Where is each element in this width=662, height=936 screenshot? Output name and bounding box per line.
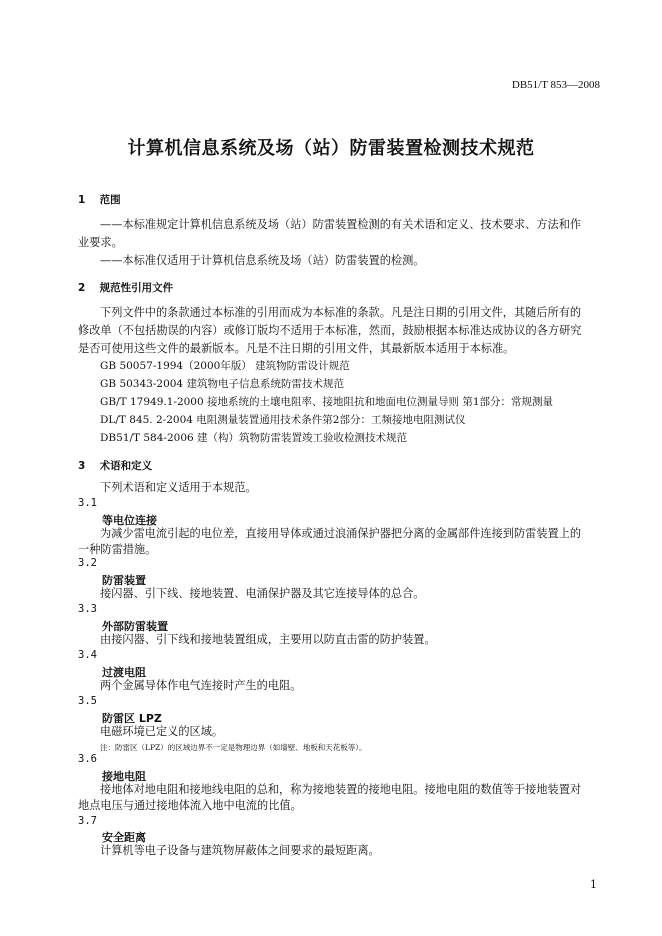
term-title: 接地电阻 [102, 770, 146, 783]
term-definition-cont: 地点电压与通过接地体流入地中电流的比值。 [78, 799, 302, 812]
term-definition: 计算机等电子设备与建筑物屏蔽体之间要求的最短距离。 [100, 844, 380, 857]
section-1-heading [78, 192, 121, 207]
clause-number: 3.6 [78, 753, 97, 765]
clause-number: 3.7 [78, 815, 97, 827]
scope-para-1-line-2: 业要求。 [78, 236, 123, 249]
section-3-number: 3 [78, 460, 86, 472]
section-2-heading [78, 280, 173, 295]
scope-para-2: ——本标准仅适用于计算机信息系统及场（站）防雷装置的检测。 [100, 254, 425, 267]
section-3-heading [78, 458, 152, 473]
term-title: 外部防雷装置 [102, 620, 168, 633]
clause-number: 3.1 [78, 497, 97, 509]
terms-intro: 下列术语和定义适用于本规范。 [100, 481, 257, 494]
reference-item: GB/T 17949.1-2000 接地系统的土壤电阻率、接地阻抗和地面电位测量导则 第1部分：常规测量 [100, 396, 554, 408]
term-title: 安全距离 [102, 831, 146, 844]
term-definition: 电磁环境已定义的区域。 [100, 725, 224, 738]
term-definition-cont: 一种防雷措施。 [78, 543, 157, 556]
term-definition: 两个金属导体作电气连接时产生的电阻。 [100, 679, 302, 692]
clause-number: 3.3 [78, 603, 97, 615]
normative-intro-line-1: 下列文件中的条款通过本标准的引用而成为本标准的条款。凡是注日期的引用文件，其随后所有的 [100, 306, 582, 319]
page-number: 1 [590, 878, 597, 891]
term-definition: 接地体对地电阻和接地线电阻的总和，称为接地装置的接地电阻。接地电阻的数值等于接地装置对 [100, 783, 582, 796]
reference-item: DB51/T 584-2006 建（构）筑物防雷装置竣工验收检测技术规范 [100, 432, 408, 444]
normative-intro-line-2: 修改单（不包括勘误的内容）或修订版均不适用于本标准，然而，鼓励根据本标准达成协议的各方研究 [78, 324, 582, 337]
scope-para-1-line-1: ——本标准规定计算机信息系统及场（站）防雷装置检测的有关术语和定义、技术要求、方法和作 [100, 218, 582, 231]
term-definition: 由接闪器、引下线和接地装置组成，主要用以防直击雷的防护装置。 [100, 633, 436, 646]
reference-item: GB 50057-1994（2000年版） 建筑物防雷设计规范 [100, 360, 350, 372]
term-definition: 接闪器、引下线、接地装置、电涌保护器及其它连接导体的总合。 [100, 587, 425, 600]
section-1-title: 范围 [99, 194, 121, 206]
section-3-title: 术语和定义 [99, 460, 153, 472]
section-2-title: 规范性引用文件 [99, 282, 174, 294]
term-title: 过渡电阻 [102, 666, 146, 679]
clause-number: 3.4 [78, 649, 97, 661]
standard-code: DB51/T 853—2008 [511, 79, 600, 91]
normative-intro-line-3: 是否可使用这些文件的最新版本。凡是不注日期的引用文件，其最新版本适用于本标准。 [78, 342, 515, 355]
reference-item: GB 50343-2004 建筑物电子信息系统防雷技术规范 [100, 378, 344, 390]
reference-item: DL/T 845. 2-2004 电阻测量装置通用技术条件第2部分：工频接地电阻测试仪 [100, 414, 466, 426]
term-definition: 为减少雷电流引起的电位差，直接用导体或通过浪涌保护器把分离的金属部件连接到防雷装置上的 [100, 527, 582, 540]
term-title: 等电位连接 [102, 514, 157, 527]
document-title: 计算机信息系统及场（站）防雷装置检测技术规范 [127, 138, 535, 159]
clause-number: 3.2 [78, 557, 97, 569]
section-1-number: 1 [78, 194, 86, 206]
clause-number: 3.5 [78, 695, 97, 707]
term-title: 防雷装置 [102, 574, 146, 587]
section-2-number: 2 [78, 282, 86, 294]
term-title: 防雷区 LPZ [102, 712, 162, 725]
term-note: 注：防雷区（LPZ）的区域边界不一定是物理边界（如墙壁、地板和天花板等）。 [100, 743, 367, 752]
